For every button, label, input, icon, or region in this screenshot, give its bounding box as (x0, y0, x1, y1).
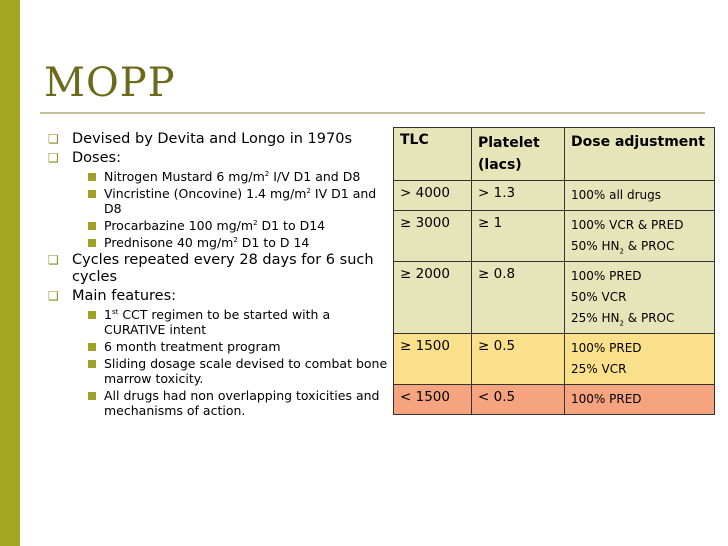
cell-dose: 100% PRED 50% VCR 25% $HN_2$ & PROC (565, 262, 715, 334)
filled-square-bullet-icon (88, 311, 96, 319)
sub-bullet-drug: Prednisone 40 $mg/m^2$ D1 to D 14 (48, 235, 388, 250)
header-dose: Dose adjustment (565, 128, 715, 181)
square-bullet-icon: ❑ (48, 289, 59, 303)
sub-bullet-drug: Nitrogen Mustard 6 $mg/m^2$ I/V D1 and D8 (48, 169, 388, 184)
cell-dose: 100% VCR & PRED 50% $HN_2$ & PROC (565, 211, 715, 262)
table-row (394, 181, 715, 211)
cell-platelet: > 1.3 (472, 181, 565, 211)
cell-platelet: < 0.5 (472, 385, 565, 415)
bullet-doses (48, 150, 388, 167)
cell-platelet: ≥ 0.5 (472, 334, 565, 385)
filled-square-bullet-icon (88, 392, 96, 400)
filled-square-bullet-icon (88, 222, 96, 230)
bullet-text: Cycles repeated every 28 days for 6 such cycles (72, 252, 374, 285)
table-row (394, 262, 715, 334)
cell-platelet: ≥ 1 (472, 211, 565, 262)
title-divider (40, 112, 705, 114)
sub-bullet-feature: All drugs had non overlapping toxicities and mechanisms of action. (48, 388, 388, 418)
cell-tlc: ≥ 2000 (394, 262, 472, 334)
table-header-row (394, 128, 715, 181)
bullet-text: Main features: (72, 288, 177, 304)
table-row (394, 385, 715, 415)
cell-tlc: ≥ 1500 (394, 334, 472, 385)
header-tlc: TLC (394, 128, 472, 181)
cell-dose: 100% all drugs (565, 181, 715, 211)
cell-tlc: < 1500 (394, 385, 472, 415)
filled-square-bullet-icon (88, 239, 96, 247)
bullet-list (48, 131, 388, 420)
filled-square-bullet-icon (88, 173, 96, 181)
square-bullet-icon: ❑ (48, 132, 59, 146)
cell-dose: 100% PRED 25% VCR (565, 334, 715, 385)
cell-dose: 100% PRED (565, 385, 715, 415)
bullet-text: Devised by Devita and Longo in 1970s (72, 131, 352, 147)
cell-tlc: ≥ 3000 (394, 211, 472, 262)
sub-bullet-feature: Sliding dosage scale devised to combat bone marrow toxicity. (48, 356, 388, 386)
sub-bullet-feature: 6 month treatment program (48, 339, 388, 354)
filled-square-bullet-icon (88, 360, 96, 368)
cell-platelet: ≥ 0.8 (472, 262, 565, 334)
square-bullet-icon: ❑ (48, 151, 59, 165)
filled-square-bullet-icon (88, 190, 96, 198)
sub-bullet-feature: 1st CCT regimen to be started with a CURATIVE intent (48, 307, 388, 337)
cell-tlc: > 4000 (394, 181, 472, 211)
table-row (394, 334, 715, 385)
bullet-text: Doses: (72, 150, 121, 166)
sub-bullet-drug: Vincristine (Oncovine) 1.4 $mg/m^2$ IV D1 and D8 (48, 186, 388, 216)
slide-title: MOPP (44, 60, 176, 106)
bullet-devised (48, 131, 388, 148)
left-accent-bar (0, 0, 20, 546)
sub-bullet-drug: Procarbazine 100 $mg/m^2$ D1 to D14 (48, 218, 388, 233)
bullet-main-features (48, 288, 388, 305)
dose-adjustment-table (393, 127, 715, 415)
header-platelet: Platelet (lacs) (472, 128, 565, 181)
square-bullet-icon: ❑ (48, 253, 59, 267)
bullet-cycles (48, 252, 388, 286)
table-row (394, 211, 715, 262)
filled-square-bullet-icon (88, 343, 96, 351)
